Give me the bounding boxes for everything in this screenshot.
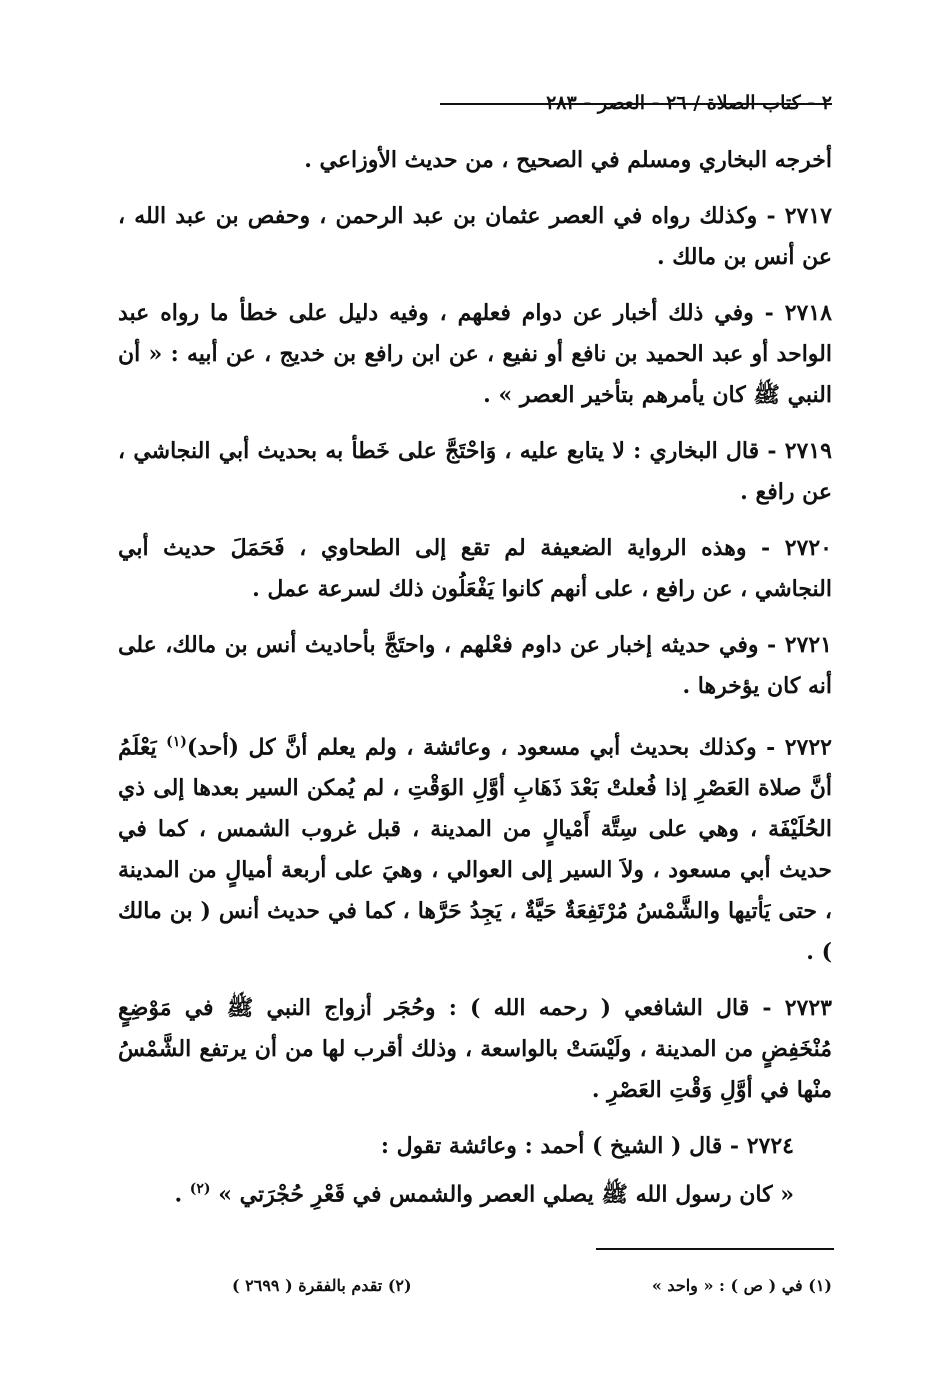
paragraph-2720: ٢٧٢٠ - وهذه الرواية الضعيفة لم تقع إلى الطحاوي ، فَحَمَلَ حديث أبي النجاشي ، عن رافع ، على أنهم كانوا يَفْعَلُون ذلك لسرعة عمل . (118, 535, 832, 602)
page-header (118, 88, 832, 118)
main-text (118, 140, 832, 1231)
quote-text-after: . (174, 1181, 190, 1208)
paragraph-2722-text: ٢٧٢٢ - وكذلك بحديث أبي مسعود ، وعائشة ، ولم يعلم أنَّ كل (أحد) (186, 734, 832, 761)
footnote-1: (١) في ( ص ) : « واحد » (651, 1275, 832, 1295)
running-head: ٢ - كتاب الصلاة / ٢٦ - العصر - ٢٨٣ (546, 92, 832, 114)
paragraph-2719: ٢٧١٩ - قال البخاري : لا يتابع عليه ، وَاحْتَجَّ على خَطأ به بحديث أبي النجاشي ، عن رافع . (118, 438, 832, 505)
footnotes (118, 1270, 832, 1300)
paragraph-2722-text-after: يَعْلَمُ أنَّ صلاة العَصْرِ إذا فُعلتْ بَعْدَ ذَهَابِ أوَّلِ الوَقْتِ ، لم يُمكن السير بعدها إلى ذي الحُلَيْفَة ، وهي على سِتَّة أَمْيالٍ من المدينة ، قبل غروب الشمس ، كما في حديث أبي مسعود ، ولاَ السير إلى العوالي ، وهيَ على أربعة أميالٍ من المدينة ، حتى يَأتيها والشَّمْسُ مُرْتَفِعَةٌ حَيَّةٌ ، يَجِدُ حَرَّها ، كما في حديث أنس ( بن مالك ) . (118, 734, 832, 966)
footnote-ref-1: (١) (166, 734, 187, 750)
paragraph-2718: ٢٧١٨ - وفي ذلك أخبار عن دوام فعلهم ، وفيه دليل على خطأ ما رواه عبد الواحد أو عبد الحميد بن نافع أو نفيع ، عن ابن رافع بن خديج ، عن أبيه : « أن النبي ﷺ كان يأمرهم بتأخير العصر » . (118, 300, 832, 408)
header-rule (440, 103, 832, 105)
paragraph-source: أخرجه البخاري ومسلم في الصحيح ، من حديث الأوزاعي . (304, 147, 832, 173)
paragraph-2721: ٢٧٢١ - وفي حديثه إخبار عن داوم فعْلهم ، واحتَجَّ بأحاديث أنس بن مالك، على أنه كان يؤخرها . (118, 632, 832, 699)
footnote-rule (596, 1248, 834, 1250)
quote-text: « كان رسول الله ﷺ يصلي العصر والشمس في قَعْرِ حُجْرَتي » (218, 1181, 794, 1208)
paragraph-2723: ٢٧٢٣ - قال الشافعي ( رحمه الله ) : وحُجَر أزواج النبي ﷺ في مَوْضِعٍ مُنْخَفِضٍ من المدينة ، ولَيْسَتْ بالواسعة ، وذلك أقرب لها من أن يرتفع الشَّمْسُ منْها في أوَّلِ وَقْتِ العَصْرِ . (118, 995, 832, 1104)
paragraph-2717: ٢٧١٧ - وكذلك رواه في العصر عثمان بن عبد الرحمن ، وحفص بن عبد الله ، عن أنس بن مالك . (118, 203, 832, 270)
paragraph-2724: ٢٧٢٤ - قال ( الشيخ ) أحمد : وعائشة تقول : (380, 1133, 794, 1160)
paragraph-quote (118, 1169, 832, 1215)
footnote-2: (٢) تقدم بالفقرة ( ٢٦٩٩ ) (232, 1275, 412, 1295)
footnote-ref-2: (٢) (189, 1181, 211, 1198)
paragraph-2722 (118, 722, 832, 973)
